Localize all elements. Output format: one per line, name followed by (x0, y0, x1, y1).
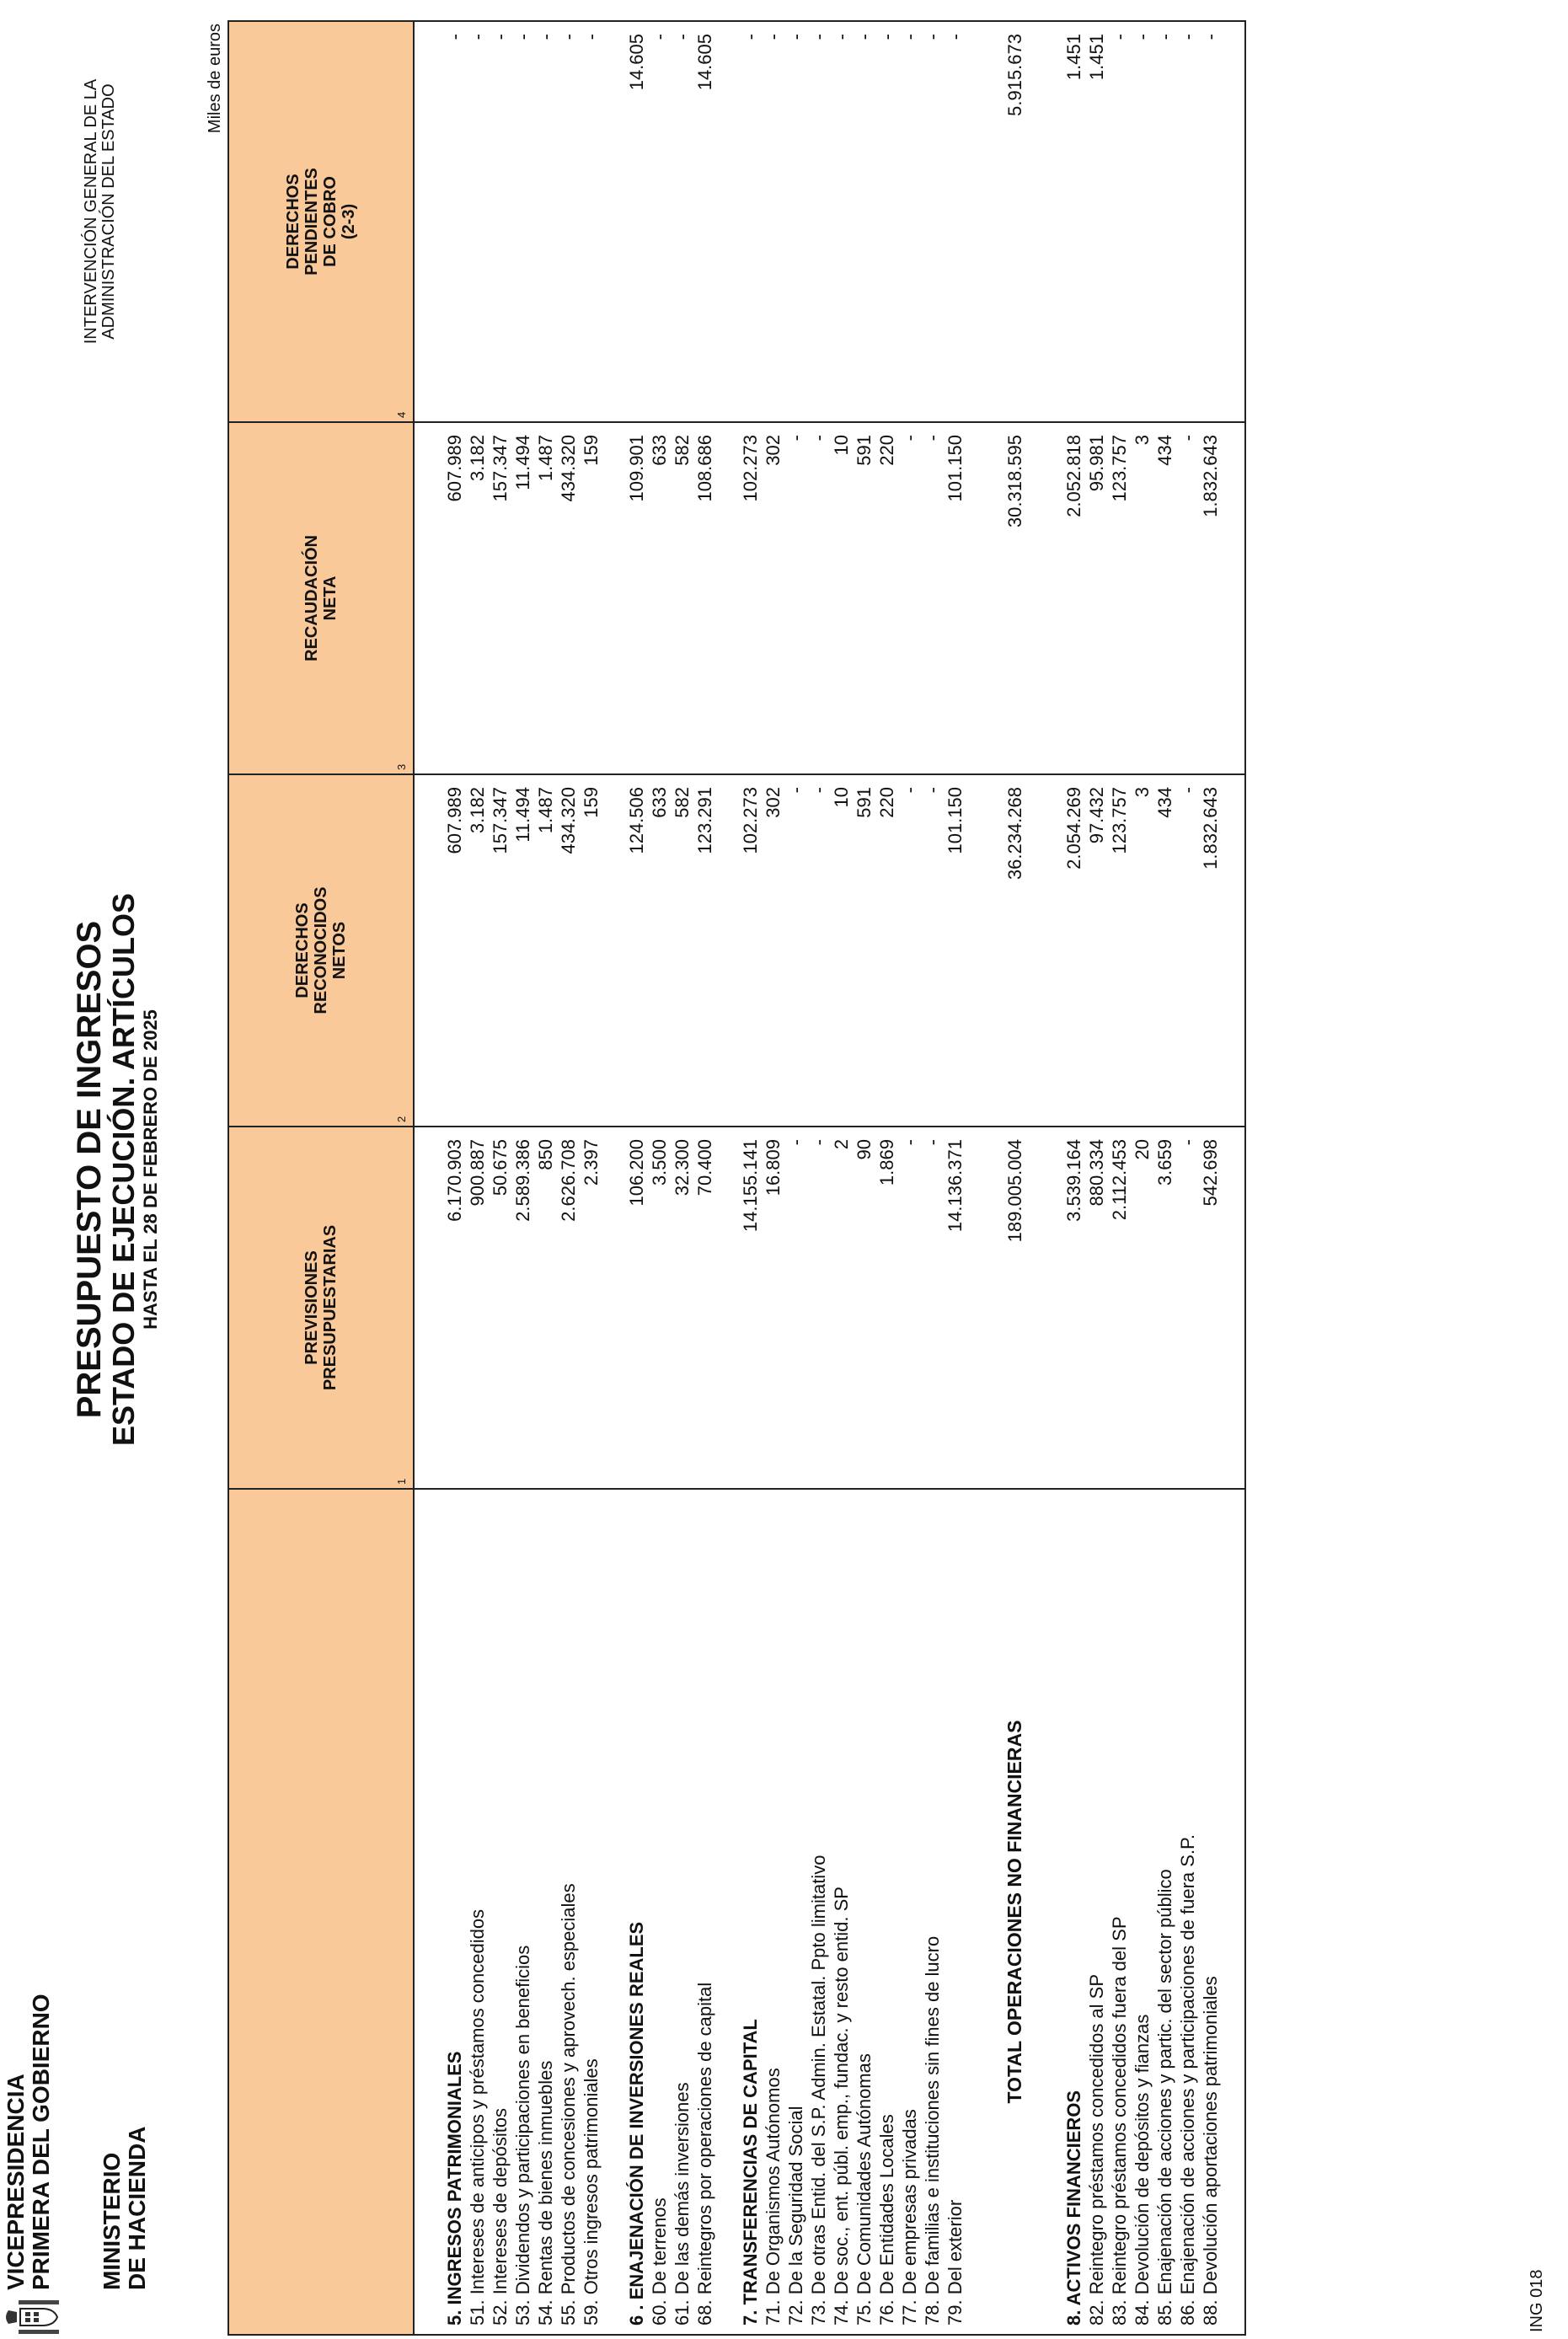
cell-c3: 157.347 (489, 422, 511, 774)
row-label: 75. De Comunidades Autónomas (853, 1489, 875, 2335)
section-row (1062, 21, 1085, 2335)
table-row (898, 21, 921, 2335)
cell-c1: - (784, 1127, 807, 1489)
cell-c4: - (853, 21, 875, 422)
cell-c2: 10 (830, 774, 853, 1127)
row-label: 53. Dividendos y participaciones en beneficios (511, 1489, 534, 2335)
row-label: 88. Devolución aportaciones patrimoniales (1199, 1489, 1222, 2335)
cell-c2: 1.832.643 (1199, 774, 1222, 1127)
table-row (671, 21, 693, 2335)
cell-c2: - (1176, 774, 1199, 1127)
table-row (853, 21, 875, 2335)
cell-c3: 108.686 (693, 422, 716, 774)
spacer-row (1222, 21, 1245, 2335)
cell-c1: 70.400 (693, 1127, 716, 1489)
cell-c1: 3.539.164 (1062, 1127, 1085, 1489)
cell-c4: - (580, 21, 602, 422)
cell-c1: 32.300 (671, 1127, 693, 1489)
cell-c1: - (807, 1127, 830, 1489)
cell-c1: 90 (853, 1127, 875, 1489)
cell-c4: - (875, 21, 898, 422)
table-row (875, 21, 898, 2335)
cell-c3: 434 (1153, 422, 1176, 774)
cell-c2: 11.494 (511, 774, 534, 1127)
cell-c1: 2.626.708 (557, 1127, 580, 1489)
table-row (1131, 21, 1153, 2335)
cell-c4: 14.605 (625, 21, 648, 422)
cell-c1: - (1176, 1127, 1199, 1489)
cell-c4: - (489, 21, 511, 422)
units-label: Miles de euros (206, 24, 224, 134)
table-row (489, 21, 511, 2335)
row-label: 74. De soc., ent. públ. emp., fundac. y resto entid. SP (830, 1489, 853, 2335)
cell-c3: 2.052.818 (1062, 422, 1085, 774)
row-label: 71. De Organismos Autónomos (762, 1489, 784, 2335)
table-row (1085, 21, 1108, 2335)
table-row (580, 21, 602, 2335)
row-label: 72. De la Seguridad Social (784, 1489, 807, 2335)
cell-c4: - (671, 21, 693, 422)
cell-c3: 302 (762, 422, 784, 774)
cell-c3: 434.320 (557, 422, 580, 774)
cell-c2: 101.150 (944, 774, 966, 1127)
row-label: 60. De terrenos (648, 1489, 671, 2335)
row-label: 51. Intereses de anticipos y préstamos concedidos (466, 1489, 489, 2335)
table-row (830, 21, 853, 2335)
cell-c4: 1.451 (1062, 21, 1085, 422)
cell-c1: 14.136.371 (944, 1127, 966, 1489)
spacer-row (602, 21, 625, 2335)
cell-c2: 607.989 (443, 774, 466, 1127)
cell-c4: - (807, 21, 830, 422)
igae-line-1: INTERVENCIÓN GENERAL DE LA (82, 78, 100, 345)
cell-c2: 97.432 (1085, 774, 1108, 1127)
report-title: PRESUPUESTO DE INGRESOS (71, 920, 108, 1419)
cell-c2: - (784, 774, 807, 1127)
row-label: 5. INGRESOS PATRIMONIALES (443, 1489, 466, 2335)
cell-c1: 16.809 (762, 1127, 784, 1489)
cell-c1: 3.500 (648, 1127, 671, 1489)
table-row (807, 21, 830, 2335)
ministry-line-3: MINISTERIO (99, 2152, 125, 2290)
cell-c1: 50.675 (489, 1127, 511, 1489)
spacer-row (1040, 21, 1062, 2335)
cell-c1: 880.334 (1085, 1127, 1108, 1489)
column-header-derechos-reconocidos: DERECHOS RECONOCIDOS NETOS 2 (228, 774, 414, 1127)
cell-c1: 850 (534, 1127, 557, 1489)
row-label: 59. Otros ingresos patrimoniales (580, 1489, 602, 2335)
cell-c2: 3.182 (466, 774, 489, 1127)
cell-c2: 102.273 (739, 774, 762, 1127)
cell-c2: 1.487 (534, 774, 557, 1127)
cell-c4: - (762, 21, 784, 422)
cell-c1: 1.869 (875, 1127, 898, 1489)
table-row (534, 21, 557, 2335)
cell-c3: 109.901 (625, 422, 648, 774)
cell-c4: - (921, 21, 944, 422)
ministry-line-1: VICEPRESIDENCIA (3, 2074, 29, 2290)
table-row (693, 21, 716, 2335)
cell-c1: 3.659 (1153, 1127, 1176, 1489)
section-row (625, 21, 648, 2335)
section-row (739, 21, 762, 2335)
form-code: ING 018 (1528, 2269, 1546, 2332)
row-label: 77. De empresas privadas (898, 1489, 921, 2335)
row-label: 82. Reintegro préstamos concedidos al SP (1085, 1489, 1108, 2335)
cell-c2: 123.291 (693, 774, 716, 1127)
cell-c2: 434.320 (557, 774, 580, 1127)
cell-c4: - (557, 21, 580, 422)
column-header-concept (228, 1489, 414, 2335)
column-number: 1 (395, 1478, 408, 1485)
table-row (1176, 21, 1199, 2335)
spacer-row (414, 21, 443, 2335)
cell-c2: 36.234.268 (989, 774, 1040, 1127)
cell-c1: 542.698 (1199, 1127, 1222, 1489)
row-label: 78. De familias e instituciones sin fines de lucro (921, 1489, 944, 2335)
cell-c3: 30.318.595 (989, 422, 1040, 774)
table-row (511, 21, 534, 2335)
cell-c2: 591 (853, 774, 875, 1127)
cell-c3: - (807, 422, 830, 774)
cell-c2: 582 (671, 774, 693, 1127)
column-number: 3 (395, 763, 408, 770)
cell-c3: 3.182 (466, 422, 489, 774)
cell-c2: 220 (875, 774, 898, 1127)
column-header-pendientes: DERECHOS PENDIENTES DE COBRO (2-3) 4 (228, 21, 414, 422)
table-row (1108, 21, 1131, 2335)
cell-c4: - (1199, 21, 1222, 422)
row-label: 76. De Entidades Locales (875, 1489, 898, 2335)
row-label: 83. Reintegro préstamos concedidos fuera del SP (1108, 1489, 1131, 2335)
cell-c1: 2.589.386 (511, 1127, 534, 1489)
table-row (784, 21, 807, 2335)
execution-table (227, 20, 1246, 2336)
cell-c3: 591 (853, 422, 875, 774)
cell-c4: 1.451 (1085, 21, 1108, 422)
cell-c4: 14.605 (693, 21, 716, 422)
cell-c2: 124.506 (625, 774, 648, 1127)
cell-c2: 3 (1131, 774, 1153, 1127)
cell-c3: 220 (875, 422, 898, 774)
cell-c3: - (898, 422, 921, 774)
cell-c2: - (898, 774, 921, 1127)
cell-c4: - (830, 21, 853, 422)
cell-c1: 189.005.004 (989, 1127, 1040, 1489)
cell-c3: 582 (671, 422, 693, 774)
row-label: 8. ACTIVOS FINANCIEROS (1062, 1489, 1085, 2335)
ministry-line-4: DE HACIENDA (124, 2126, 150, 2290)
cell-c1: 2.397 (580, 1127, 602, 1489)
cell-c4: - (784, 21, 807, 422)
row-label: 86. Enajenación de acciones y participaciones de fuera S.P. (1176, 1489, 1199, 2335)
table-row (648, 21, 671, 2335)
cell-c4: - (1176, 21, 1199, 422)
cell-c4: - (511, 21, 534, 422)
cell-c2: 157.347 (489, 774, 511, 1127)
row-label: 54. Rentas de bienes inmuebles (534, 1489, 557, 2335)
cell-c3: 3 (1131, 422, 1153, 774)
column-number: 4 (395, 411, 408, 418)
table-row (762, 21, 784, 2335)
cell-c1: - (921, 1127, 944, 1489)
ministry-line-2: PRIMERA DEL GOBIERNO (28, 1994, 54, 2290)
igae-header (83, 72, 118, 351)
cell-c1: 6.170.903 (443, 1127, 466, 1489)
cell-c4: - (534, 21, 557, 422)
cell-c4: - (944, 21, 966, 422)
cell-c2: 434 (1153, 774, 1176, 1127)
cell-c4: - (898, 21, 921, 422)
cell-c3: 159 (580, 422, 602, 774)
row-label: 7. TRANSFERENCIAS DE CAPITAL (739, 1489, 762, 2335)
cell-c3: 1.487 (534, 422, 557, 774)
table-row (1153, 21, 1176, 2335)
table-body (414, 21, 1245, 2335)
cell-c3: 101.150 (944, 422, 966, 774)
cell-c3: - (784, 422, 807, 774)
row-label: 61. De las demás inversiones (671, 1489, 693, 2335)
cell-c2: - (921, 774, 944, 1127)
cell-c4: - (1108, 21, 1131, 422)
spacer-row (716, 21, 739, 2335)
report-subtitle: ESTADO DE EJECUCIÓN. ARTÍCULOS (106, 892, 141, 1447)
cell-c2: 159 (580, 774, 602, 1127)
row-label: 73. De otras Entid. del S.P. Admin. Estatal. Ppto limitativo (807, 1489, 830, 2335)
cell-c3: 102.273 (739, 422, 762, 774)
cell-c3: 123.757 (1108, 422, 1131, 774)
cell-c1: 2 (830, 1127, 853, 1489)
table-header-row (228, 21, 414, 2335)
cell-c4: - (739, 21, 762, 422)
cell-c3: 1.832.643 (1199, 422, 1222, 774)
report-date: HASTA EL 28 DE FEBRERO DE 2025 (140, 1009, 161, 1330)
table-row (921, 21, 944, 2335)
cell-c3: - (921, 422, 944, 774)
cell-c1: 14.155.141 (739, 1127, 762, 1489)
cell-c2: 633 (648, 774, 671, 1127)
cell-c2: 302 (762, 774, 784, 1127)
table-row (944, 21, 966, 2335)
row-label: 84. Devolución de depósitos y fianzas (1131, 1489, 1153, 2335)
spacer-row (966, 21, 989, 2335)
cell-c1: 106.200 (625, 1127, 648, 1489)
cell-c4: - (648, 21, 671, 422)
cell-c2: 123.757 (1108, 774, 1131, 1127)
row-label: 79. Del exterior (944, 1489, 966, 2335)
cell-c4: - (443, 21, 466, 422)
cell-c1: - (898, 1127, 921, 1489)
cell-c1: 900.887 (466, 1127, 489, 1489)
cell-c4: - (1131, 21, 1153, 422)
table-row (466, 21, 489, 2335)
cell-c4: - (1153, 21, 1176, 422)
cell-c2: - (807, 774, 830, 1127)
table-row (1199, 21, 1222, 2335)
row-label: 55. Productos de concesiones y aprovech. especiales (557, 1489, 580, 2335)
column-number: 2 (395, 1116, 408, 1122)
coat-of-arms-icon (5, 2299, 64, 2336)
row-label: 68. Reintegros por operaciones de capital (693, 1489, 716, 2335)
row-label: TOTAL OPERACIONES NO FINANCIERAS (989, 1489, 1040, 2335)
row-label: 85. Enajenación de acciones y partic. del sector público (1153, 1489, 1176, 2335)
cell-c2: 2.054.269 (1062, 774, 1085, 1127)
cell-c3: 633 (648, 422, 671, 774)
row-label: 6 . ENAJENACIÓN DE INVERSIONES REALES (625, 1489, 648, 2335)
row-label: 52. Intereses de depósitos (489, 1489, 511, 2335)
cell-c1: 20 (1131, 1127, 1153, 1489)
column-header-recaudacion: RECAUDACIÓN NETA 3 (228, 422, 414, 774)
cell-c3: 10 (830, 422, 853, 774)
total-row (989, 21, 1040, 2335)
igae-line-2: ADMINISTRACIÓN DEL ESTADO (99, 83, 118, 340)
table-row (557, 21, 580, 2335)
cell-c4: 5.915.673 (989, 21, 1040, 422)
column-header-previsiones: PREVISIONES PRESUPUESTARIAS 1 (228, 1127, 414, 1489)
cell-c3: 607.989 (443, 422, 466, 774)
cell-c3: - (1176, 422, 1199, 774)
cell-c3: 11.494 (511, 422, 534, 774)
cell-c3: 95.981 (1085, 422, 1108, 774)
cell-c1: 2.112.453 (1108, 1127, 1131, 1489)
cell-c4: - (466, 21, 489, 422)
section-row (443, 21, 466, 2335)
